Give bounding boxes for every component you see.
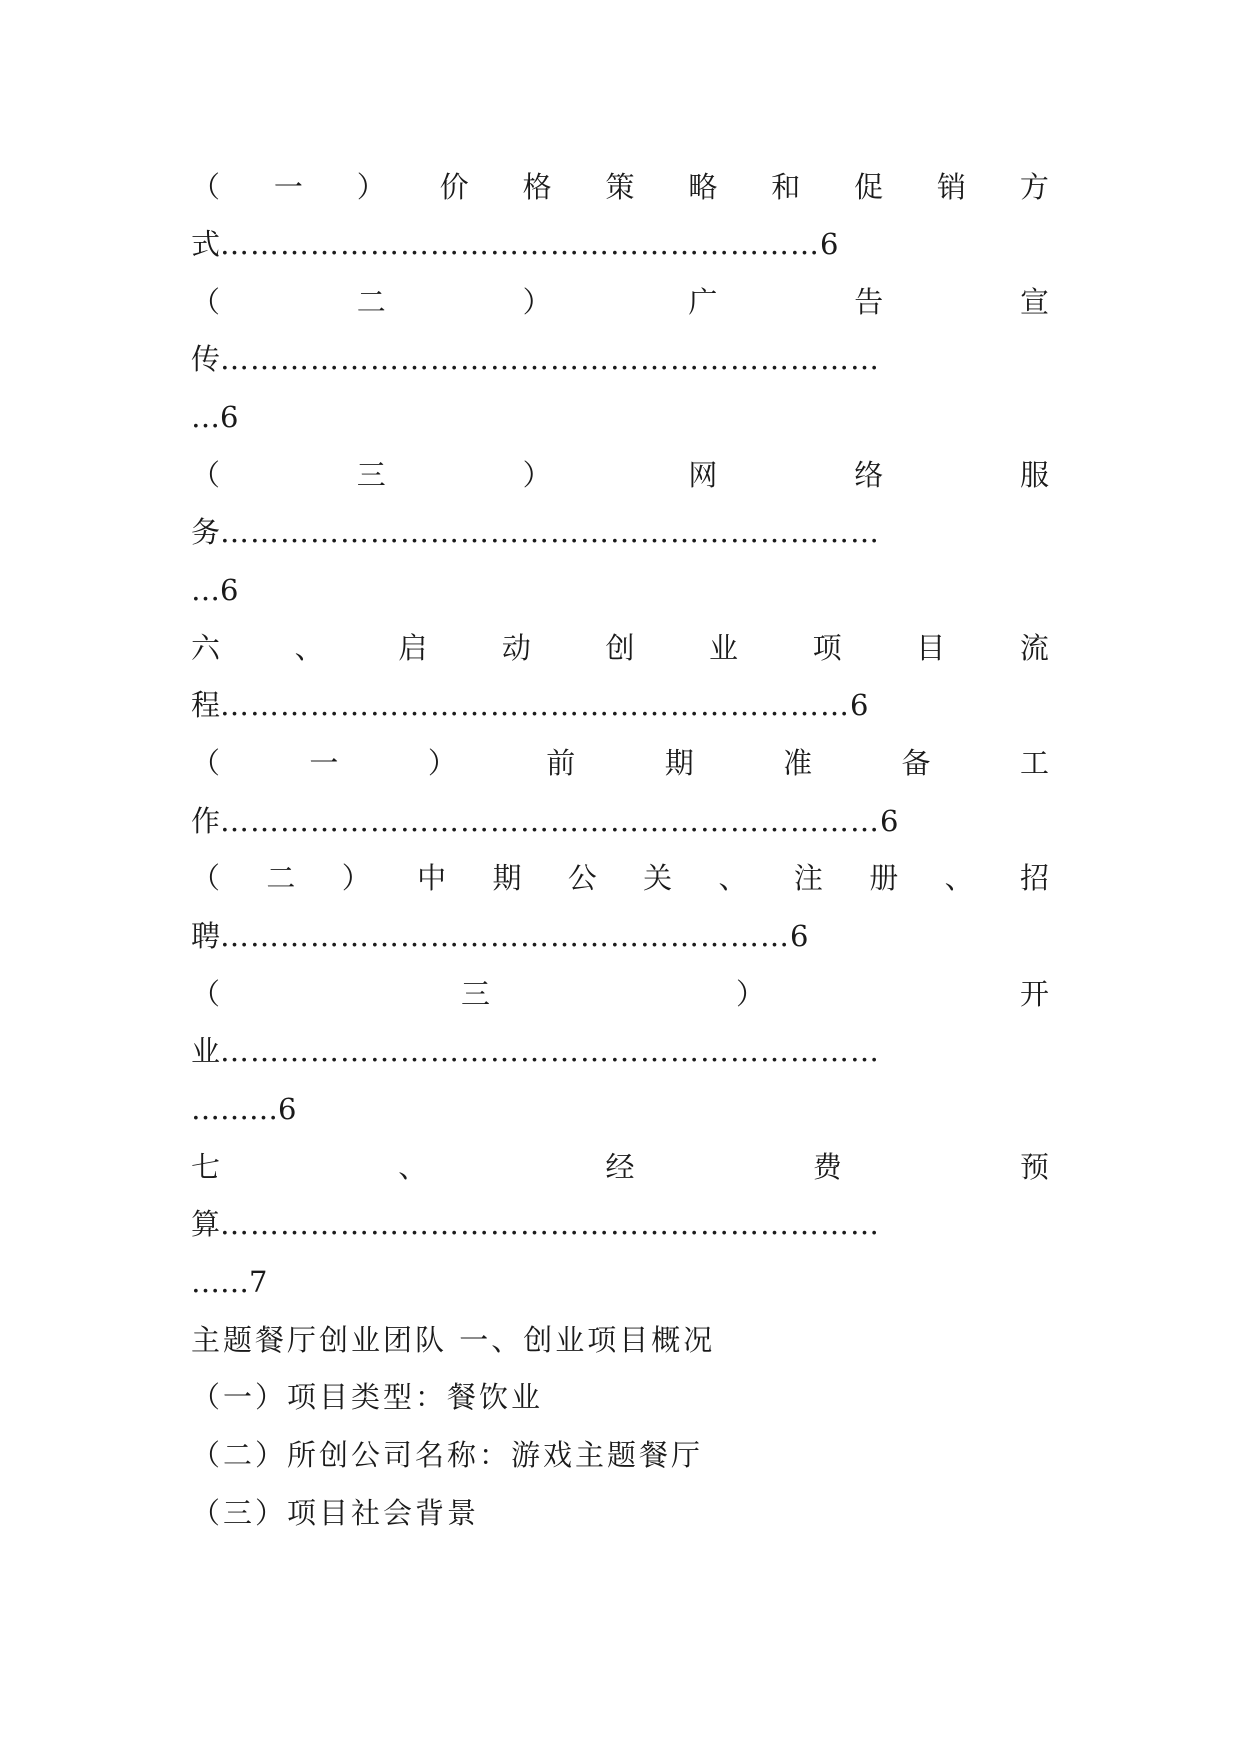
toc-char: （ xyxy=(191,458,221,492)
toc-tail: 聘 xyxy=(191,919,221,953)
toc-leader-line xyxy=(191,339,1049,379)
toc-wrap-line xyxy=(191,1089,1049,1129)
toc-char: （ xyxy=(191,285,221,319)
toc-char: 费 xyxy=(812,1150,842,1184)
toc-char: 、 xyxy=(294,631,324,665)
toc-heading-line xyxy=(191,974,1049,1014)
toc-char: 略 xyxy=(688,170,718,204)
body-title-line: 主题餐厅创业团队 一、创业项目概况 xyxy=(191,1323,716,1357)
toc-char: 预 xyxy=(1019,1150,1049,1184)
toc-char: （ xyxy=(191,861,221,895)
toc-char: ） xyxy=(427,746,457,780)
toc-char: ） xyxy=(522,285,552,319)
toc-wrap-line xyxy=(191,397,1049,437)
toc-char: ） xyxy=(736,977,766,1011)
toc-heading-line xyxy=(191,743,1049,783)
toc-char: 三 xyxy=(461,977,491,1011)
toc-char: 方 xyxy=(1019,170,1049,204)
toc-char: 七 xyxy=(191,1150,221,1184)
toc-char: ） xyxy=(356,170,386,204)
toc-char: ） xyxy=(522,458,552,492)
toc-char: 策 xyxy=(605,170,635,204)
toc-char: 服 xyxy=(1019,458,1049,492)
toc-char: 招 xyxy=(1019,861,1049,895)
toc-char: 关 xyxy=(643,861,673,895)
toc-tail: 传 xyxy=(191,342,221,376)
toc-char: 目 xyxy=(916,631,946,665)
toc-leader-line xyxy=(191,512,1049,552)
toc-char: 六 xyxy=(191,631,221,665)
toc-page-number: 6 xyxy=(790,919,809,953)
toc-heading-line xyxy=(191,1147,1049,1187)
toc-char: 三 xyxy=(356,458,386,492)
toc-wrap-line xyxy=(191,570,1049,610)
toc-char: 前 xyxy=(546,746,576,780)
toc-page-number: 6 xyxy=(850,688,869,722)
toc-page-number: …6 xyxy=(191,400,239,434)
toc-char: 、 xyxy=(718,861,748,895)
toc-char: 备 xyxy=(901,746,931,780)
toc-dots: ……………………………………………………… xyxy=(220,688,851,722)
toc-heading-line xyxy=(191,282,1049,322)
toc-char: 二 xyxy=(356,285,386,319)
toc-tail: 式 xyxy=(191,227,221,261)
toc-dots: …………………………………………………… xyxy=(220,227,821,261)
toc-char: 动 xyxy=(501,631,531,665)
toc-char: 、 xyxy=(944,861,974,895)
toc-dots: ………………………………………………………… xyxy=(220,515,881,549)
toc-char: 、 xyxy=(398,1150,428,1184)
toc-char: 二 xyxy=(266,861,296,895)
toc-leader-line xyxy=(191,224,1049,264)
toc-char: 格 xyxy=(522,170,552,204)
toc-char: 准 xyxy=(783,746,813,780)
toc-char: 期 xyxy=(492,861,522,895)
toc-tail: 算 xyxy=(191,1207,221,1241)
toc-char: 一 xyxy=(309,746,339,780)
toc-char: 促 xyxy=(854,170,884,204)
toc-page-number: ……7 xyxy=(191,1265,268,1299)
toc-leader-line xyxy=(191,801,1049,841)
toc-char: 公 xyxy=(567,861,597,895)
toc-page-number: …6 xyxy=(191,573,239,607)
toc-char: 一 xyxy=(273,170,303,204)
toc-dots: ………………………………………………… xyxy=(220,919,791,953)
body-text-line: （二）所创公司名称：游戏主题餐厅 xyxy=(191,1438,704,1472)
toc-dots: ………………………………………………………… xyxy=(220,1034,881,1068)
body-text-line: （一）项目类型：餐饮业 xyxy=(191,1380,544,1414)
toc-char: ） xyxy=(341,861,371,895)
body-text-line: （三）项目社会背景 xyxy=(191,1496,480,1530)
toc-char: 络 xyxy=(854,458,884,492)
toc-dots: ………………………………………………………… xyxy=(220,1207,881,1241)
toc-dots: ………………………………………………………… xyxy=(220,342,881,376)
toc-char: 宣 xyxy=(1019,285,1049,319)
toc-leader-line xyxy=(191,1031,1049,1071)
toc-tail: 作 xyxy=(191,804,221,838)
toc-char: 经 xyxy=(605,1150,635,1184)
toc-char: 广 xyxy=(688,285,718,319)
toc-page-number: 6 xyxy=(820,227,839,261)
toc-wrap-line xyxy=(191,1262,1049,1302)
toc-char: 价 xyxy=(439,170,469,204)
toc-char: 销 xyxy=(937,170,967,204)
toc-char: 册 xyxy=(869,861,899,895)
toc-heading-line xyxy=(191,455,1049,495)
toc-heading-line xyxy=(191,858,1049,898)
toc-heading-line xyxy=(191,167,1049,207)
toc-char: 告 xyxy=(854,285,884,319)
toc-char: 注 xyxy=(793,861,823,895)
toc-leader-line xyxy=(191,916,1049,956)
toc-dots: ………………………………………………………… xyxy=(220,804,881,838)
toc-char: 工 xyxy=(1019,746,1049,780)
toc-tail: 程 xyxy=(191,688,221,722)
toc-char: 流 xyxy=(1019,631,1049,665)
toc-leader-line xyxy=(191,685,1049,725)
toc-char: 开 xyxy=(1019,977,1049,1011)
toc-char: 期 xyxy=(664,746,694,780)
toc-char: 创 xyxy=(605,631,635,665)
toc-leader-line xyxy=(191,1204,1049,1244)
toc-page-number: 6 xyxy=(880,804,899,838)
toc-char: 中 xyxy=(417,861,447,895)
toc-tail: 业 xyxy=(191,1034,221,1068)
toc-char: （ xyxy=(191,746,221,780)
toc-page-number: ………6 xyxy=(191,1092,297,1126)
toc-char: 启 xyxy=(398,631,428,665)
toc-heading-line xyxy=(191,628,1049,668)
toc-char: 业 xyxy=(709,631,739,665)
toc-char: 和 xyxy=(771,170,801,204)
toc-char: （ xyxy=(191,977,221,1011)
toc-tail: 务 xyxy=(191,515,221,549)
toc-char: 项 xyxy=(812,631,842,665)
toc-char: 网 xyxy=(688,458,718,492)
toc-char: （ xyxy=(191,170,221,204)
